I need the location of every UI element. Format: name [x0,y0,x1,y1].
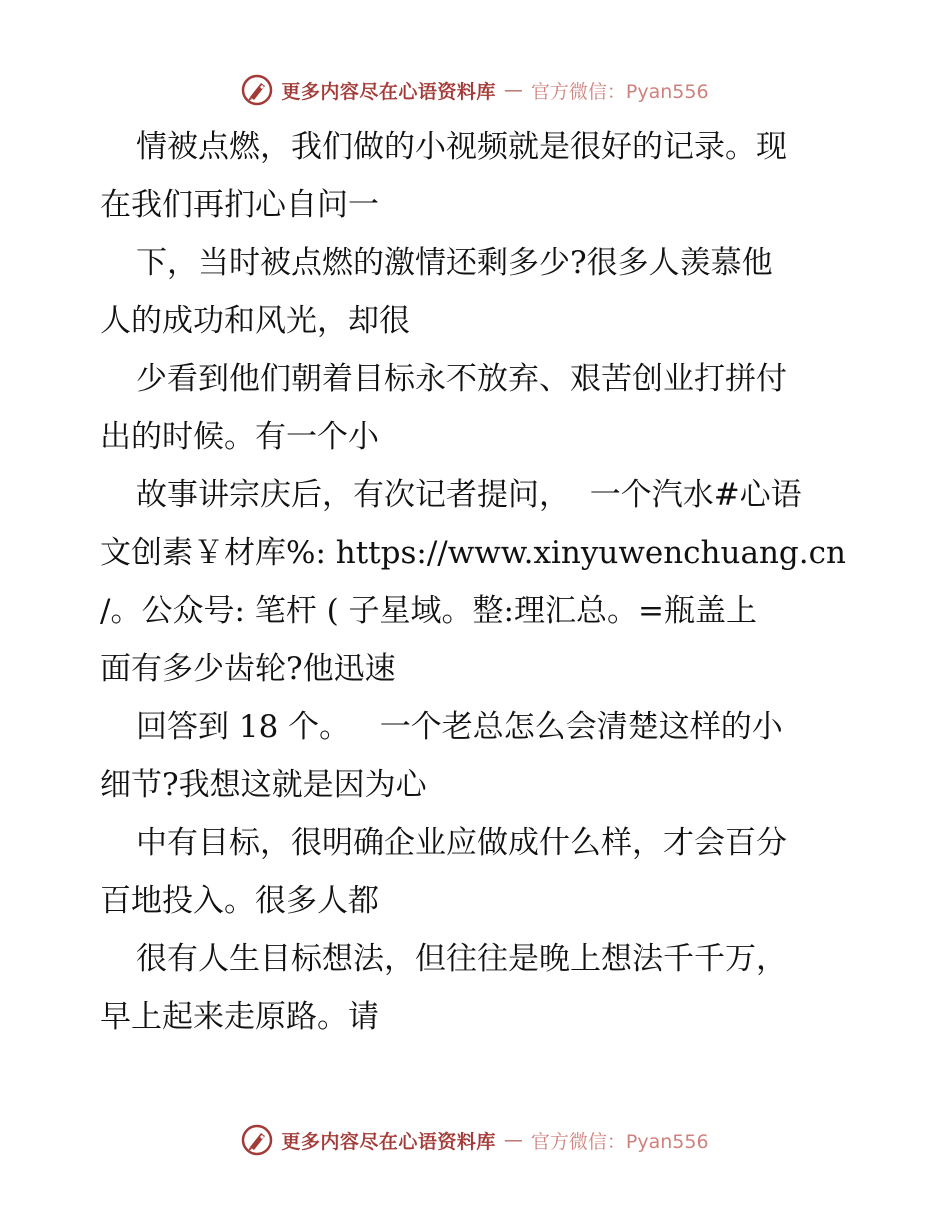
footer-watermark [0,1120,950,1160]
watermark-contact: 官方微信：Pyan556 [530,80,709,103]
pen-logo-icon [241,74,273,106]
body-line: 面有多少齿轮?他迅速 [100,651,396,687]
body-line: 在我们再扪心自问一 [100,187,379,223]
watermark-dash: — [503,1129,523,1151]
body-line: 细节?我想这就是因为心 [100,767,427,803]
pen-logo-icon [241,1124,273,1156]
body-line: 很有人生目标想法，但往往是晚上想法千千万， [136,941,787,977]
watermark-dash: — [503,79,523,101]
body-line: 下，当时被点燃的激情还剩多少?很多人羡慕他 [136,245,773,281]
body-line: 中有目标，很明确企业应做成什么样，才会百分 [136,825,787,861]
body-line: 人的成功和风光，却很 [100,303,410,339]
body-line: /。公众号: 笔杆 ( 子星域。整:理汇总。=瓶盖上 [100,593,757,629]
body-line: 早上起来走原路。请 [100,999,379,1035]
header-watermark [0,70,950,110]
body-line: 情被点燃，我们做的小视频就是很好的记录。现 [136,129,787,165]
body-line: 少看到他们朝着目标永不放弃、艰苦创业打拼付 [136,361,787,397]
body-line: 文创素￥材库%: https://www.xinyuwenchuang.cn [100,535,846,571]
watermark-text: 更多内容尽在心语资料库 [281,1130,496,1153]
body-line: 出的时候。有一个小 [100,419,379,455]
watermark-contact: 官方微信：Pyan556 [530,1130,709,1153]
body-line: 故事讲宗庆后，有次记者提问， 一个汽水#心语 [136,477,802,513]
body-line: 百地投入。很多人都 [100,883,379,919]
document-body [100,118,852,1046]
body-line: 回答到 18 个。 一个老总怎么会清楚这样的小 [136,709,783,745]
watermark-text: 更多内容尽在心语资料库 [281,80,496,103]
